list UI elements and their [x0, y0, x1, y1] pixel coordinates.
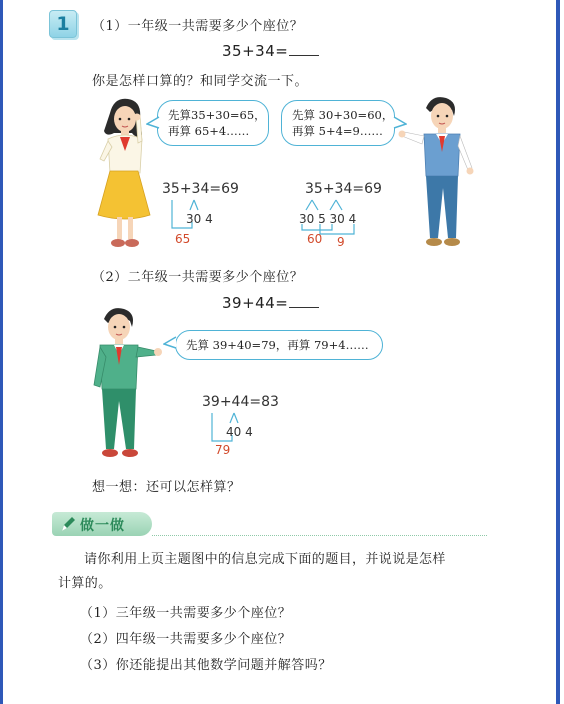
exercise-item-2: （2）四年级一共需要多少个座位？: [80, 632, 292, 647]
question-2: （2）二年级一共需要多少个座位？: [92, 270, 304, 285]
answer-blank-1[interactable]: [289, 42, 319, 56]
right-calc-expression: 35+34=69: [305, 181, 382, 197]
equation-1-text: 35+34=: [222, 42, 289, 60]
equation-2: [222, 294, 319, 312]
girl-speech-bubble: [157, 100, 269, 146]
boy-illustration-2: [88, 305, 170, 465]
boy-bubble-line-1: 先算 30+30=60，: [292, 108, 394, 122]
equation-2-text: 39+44=: [222, 294, 289, 312]
girl-bubble-tail: [146, 116, 160, 130]
girl-bubble-line-2: 再算 65+4……: [168, 124, 250, 138]
page-frame-left: [0, 0, 3, 704]
exercise-item-3: （3）你还能提出其他数学问题并解答吗？: [80, 658, 332, 673]
right-calc-parts: 30 5 30 4: [299, 212, 357, 226]
equation-1: [222, 42, 319, 60]
boy-speech-bubble-1: [281, 100, 395, 146]
section-title: 做一做: [80, 518, 125, 534]
part2-calc-expression: 39+44=83: [202, 394, 279, 410]
boy-speech-bubble-2: [175, 330, 383, 360]
prompt-text: 你是怎样口算的？和同学交流一下。: [92, 74, 309, 89]
think-prompt: 想一想：还可以怎样算？: [92, 480, 241, 495]
section-header: [52, 512, 152, 536]
left-calc-result: 65: [175, 232, 191, 246]
pencil-icon: [60, 515, 76, 533]
section-intro-line-2: 计算的。: [58, 576, 112, 591]
section-intro-line-1: 请你利用上页主题图中的信息完成下面的题目，并说说是怎样: [84, 552, 446, 567]
problem-number-badge: 1: [49, 10, 77, 38]
girl-illustration: [92, 95, 154, 255]
answer-blank-2[interactable]: [289, 294, 319, 308]
part2-calc-result: 79: [215, 443, 231, 457]
boy-bubble-tail-2: [163, 336, 177, 350]
page-frame-right: [556, 0, 560, 704]
part2-calc-parts: 40 4: [226, 425, 253, 439]
girl-bubble-line-1: 先算35+30=65，: [168, 108, 266, 122]
exercise-item-1: （1）三年级一共需要多少个座位？: [80, 606, 292, 621]
left-calc-parts: 30 4: [186, 212, 213, 226]
question-1: （1）一年级一共需要多少个座位？: [92, 19, 304, 34]
boy-bubble-2-text: 先算 39+40=79，再算 79+4……: [186, 338, 369, 352]
section-divider: [152, 535, 487, 536]
right-calc-result-a: 60: [307, 232, 323, 246]
right-calc-result-b: 9: [337, 235, 345, 249]
left-calc-expression: 35+34=69: [162, 181, 239, 197]
boy-illustration-1: [398, 94, 484, 254]
boy-bubble-line-2: 再算 5+4=9……: [292, 124, 383, 138]
